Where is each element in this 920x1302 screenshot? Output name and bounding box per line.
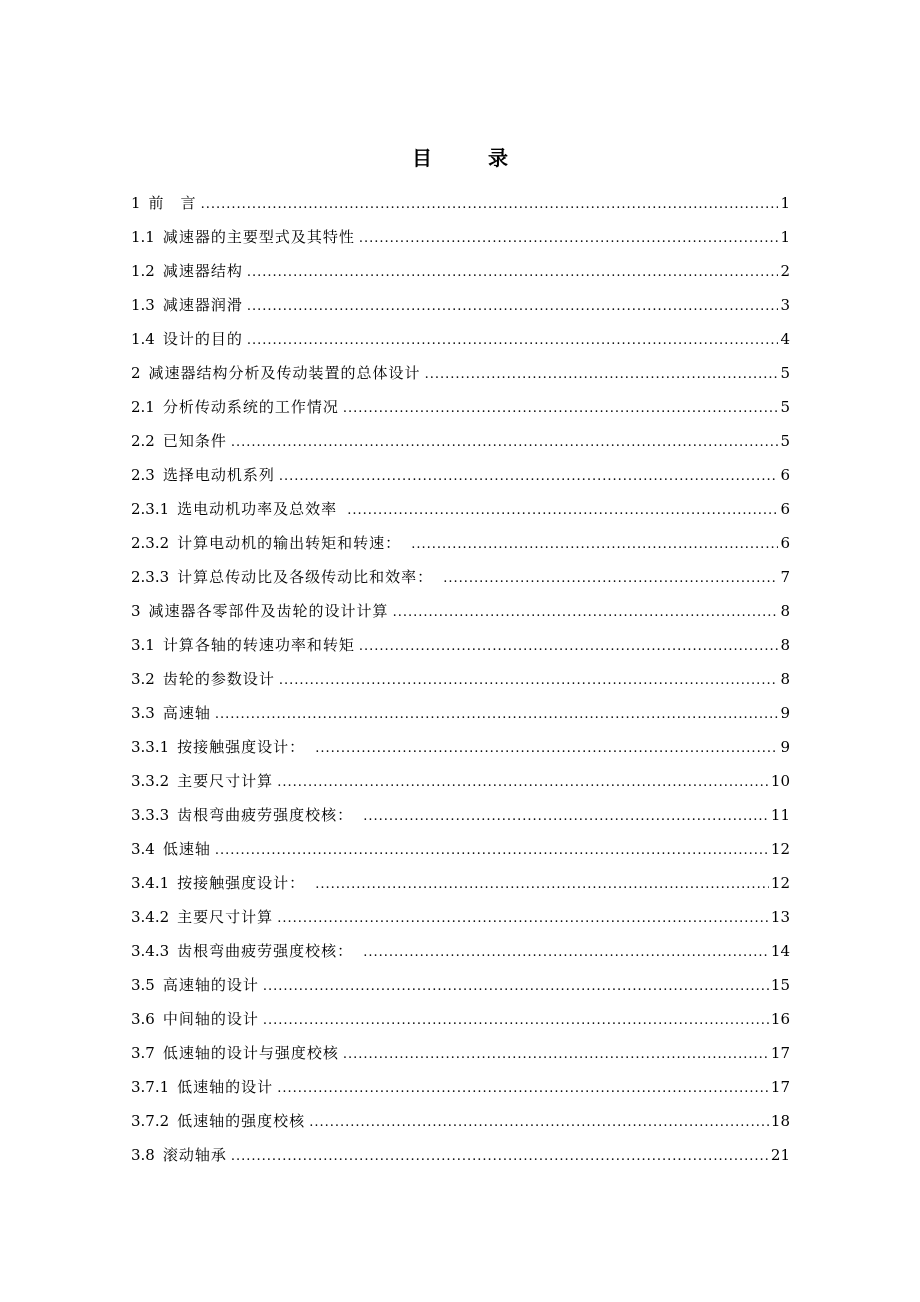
toc-leader-dots	[247, 290, 779, 324]
toc-entry-title: 已知条件	[162, 432, 227, 450]
toc-entry-number: 2.2	[131, 432, 155, 450]
toc-entry[interactable]	[131, 390, 790, 424]
toc-entry-page-number: 12	[770, 840, 790, 858]
toc-entry[interactable]	[131, 866, 790, 900]
toc-entry[interactable]	[131, 492, 790, 526]
toc-entry-page-number: 1	[780, 194, 790, 212]
toc-entry[interactable]	[131, 798, 790, 832]
toc-entry-title: 计算电动机的输出转矩和转速：	[177, 534, 402, 552]
toc-entry[interactable]	[131, 696, 790, 730]
toc-entry-page-number: 5	[780, 364, 790, 382]
toc-entry[interactable]	[131, 1138, 790, 1172]
toc-entry[interactable]	[131, 628, 790, 662]
toc-leader-dots	[363, 936, 769, 970]
toc-entry-title: 前 言	[148, 194, 197, 212]
toc-entry[interactable]	[131, 730, 790, 764]
toc-leader-dots	[277, 1072, 769, 1106]
toc-entry-number: 3.5	[131, 976, 155, 994]
toc-entry-title: 齿根弯曲疲劳强度校核：	[177, 942, 354, 960]
toc-entry-page-number: 11	[770, 806, 790, 824]
toc-entry-number: 3.7.2	[131, 1112, 170, 1130]
toc-leader-dots	[347, 494, 778, 528]
toc-entry[interactable]	[131, 1036, 790, 1070]
toc-entry-page-number: 13	[770, 908, 790, 926]
toc-entry[interactable]	[131, 934, 790, 968]
toc-entry-number: 3.3.3	[131, 806, 170, 824]
toc-entry-title: 按接触强度设计：	[177, 874, 306, 892]
toc-entry-title: 滚动轴承	[162, 1146, 227, 1164]
toc-entry-page-number: 3	[780, 296, 790, 314]
toc-entry[interactable]	[131, 1070, 790, 1104]
toc-entry-number: 3.3.2	[131, 772, 170, 790]
toc-title: 目 录	[412, 146, 526, 170]
toc-entry-title: 高速轴	[162, 704, 211, 722]
toc-leader-dots	[247, 256, 779, 290]
toc-entry-number: 3.6	[131, 1010, 155, 1028]
toc-leader-dots	[215, 834, 769, 868]
toc-entry-number: 3.7	[131, 1044, 155, 1062]
toc-entry[interactable]	[131, 356, 790, 390]
toc-entry-title: 按接触强度设计：	[177, 738, 306, 756]
toc-entry-number: 3.8	[131, 1146, 155, 1164]
toc-entry[interactable]	[131, 424, 790, 458]
toc-leader-dots	[411, 528, 778, 562]
toc-entry-title: 低速轴	[162, 840, 211, 858]
toc-leader-dots	[201, 188, 779, 222]
toc-entry-page-number: 12	[770, 874, 790, 892]
toc-entry-title: 齿根弯曲疲劳强度校核：	[177, 806, 354, 824]
toc-entry-title: 低速轴的设计	[177, 1078, 274, 1096]
toc-entry-number: 3.7.1	[131, 1078, 170, 1096]
toc-entry[interactable]	[131, 526, 790, 560]
toc-entry-number: 3	[131, 602, 141, 620]
toc-entry-title: 减速器结构分析及传动装置的总体设计	[148, 364, 421, 382]
toc-entry-title: 减速器结构	[162, 262, 243, 280]
toc-entry-number: 2.3.1	[131, 500, 170, 518]
toc-entry-page-number: 4	[780, 330, 790, 348]
toc-entry-title: 高速轴的设计	[162, 976, 259, 994]
toc-entry-page-number: 9	[780, 738, 790, 756]
toc-entry[interactable]	[131, 1104, 790, 1138]
toc-entry-page-number: 6	[780, 534, 790, 552]
toc-entry-number: 3.1	[131, 636, 155, 654]
toc-leader-dots	[359, 630, 779, 664]
toc-entry-title: 低速轴的强度校核	[177, 1112, 306, 1130]
toc-entry-number: 1.1	[131, 228, 155, 246]
toc-leader-dots	[443, 562, 778, 596]
toc-entry-page-number: 7	[780, 568, 790, 586]
toc-entry-number: 3.4.3	[131, 942, 170, 960]
toc-entry-page-number: 17	[770, 1078, 790, 1096]
toc-entry-number: 3.4	[131, 840, 155, 858]
toc-entry-number: 1	[131, 194, 141, 212]
toc-leader-dots	[309, 1106, 769, 1140]
toc-entry-number: 2.3.2	[131, 534, 170, 552]
toc-entry-title: 齿轮的参数设计	[162, 670, 275, 688]
toc-entry-number: 3.4.1	[131, 874, 170, 892]
toc-entry-page-number: 17	[770, 1044, 790, 1062]
toc-leader-dots	[315, 732, 778, 766]
toc-entry[interactable]	[131, 1002, 790, 1036]
toc-entry-title: 主要尺寸计算	[177, 908, 274, 926]
toc-entry-page-number: 1	[780, 228, 790, 246]
toc-entry[interactable]	[131, 900, 790, 934]
toc-entry-title: 减速器润滑	[162, 296, 243, 314]
toc-entry[interactable]	[131, 322, 790, 356]
toc-entry-title: 选择电动机系列	[162, 466, 275, 484]
toc-entry-page-number: 6	[780, 500, 790, 518]
toc-entry-title: 低速轴的设计与强度校核	[162, 1044, 339, 1062]
toc-entry-page-number: 21	[770, 1146, 790, 1164]
toc-entry[interactable]	[131, 764, 790, 798]
toc-entry-number: 1.4	[131, 330, 155, 348]
toc-leader-dots	[315, 868, 769, 902]
toc-leader-dots	[231, 426, 779, 460]
toc-entry-title: 减速器各零部件及齿轮的设计计算	[148, 602, 389, 620]
toc-leader-dots	[263, 1004, 769, 1038]
toc-entry-title: 设计的目的	[162, 330, 243, 348]
toc-entry-page-number: 8	[780, 602, 790, 620]
toc-entry-number: 1.3	[131, 296, 155, 314]
toc-entry-title: 计算各轴的转速功率和转矩	[162, 636, 355, 654]
toc-leader-dots	[231, 1140, 769, 1174]
toc-entry-title: 选电动机功率及总效率	[177, 500, 338, 518]
toc-leader-dots	[359, 222, 779, 256]
toc-entry[interactable]	[131, 968, 790, 1002]
toc-entry-page-number: 2	[780, 262, 790, 280]
toc-leader-dots	[425, 358, 779, 392]
toc-entry-title: 分析传动系统的工作情况	[162, 398, 339, 416]
toc-entry-number: 3.3.1	[131, 738, 170, 756]
toc-entry-page-number: 5	[780, 432, 790, 450]
toc-leader-dots	[279, 664, 779, 698]
toc-leader-dots	[277, 766, 769, 800]
toc-entry-page-number: 8	[780, 670, 790, 688]
toc-entry[interactable]	[131, 662, 790, 696]
toc-entry-number: 2.3	[131, 466, 155, 484]
toc-entry[interactable]	[131, 220, 790, 254]
toc-leader-dots	[215, 698, 779, 732]
toc-entry-title: 计算总传动比及各级传动比和效率：	[177, 568, 434, 586]
toc-entry[interactable]	[131, 560, 790, 594]
toc-entry[interactable]	[131, 594, 790, 628]
toc-entry-number: 1.2	[131, 262, 155, 280]
toc-entry[interactable]	[131, 288, 790, 322]
toc-entry-page-number: 5	[780, 398, 790, 416]
toc-entry-page-number: 14	[770, 942, 790, 960]
toc-entry-number: 2.3.3	[131, 568, 170, 586]
toc-entry-page-number: 9	[780, 704, 790, 722]
toc-entry[interactable]	[131, 186, 790, 220]
toc-entry-title: 中间轴的设计	[162, 1010, 259, 1028]
toc-leader-dots	[393, 596, 779, 630]
toc-entry[interactable]	[131, 458, 790, 492]
toc-leader-dots	[247, 324, 779, 358]
toc-entry-page-number: 18	[770, 1112, 790, 1130]
table-of-contents	[131, 186, 790, 1172]
toc-entry-page-number: 8	[780, 636, 790, 654]
toc-leader-dots	[277, 902, 769, 936]
toc-entry-number: 3.4.2	[131, 908, 170, 926]
toc-entry[interactable]	[131, 832, 790, 866]
toc-entry-page-number: 10	[770, 772, 790, 790]
toc-entry-number: 2	[131, 364, 141, 382]
toc-entry[interactable]	[131, 254, 790, 288]
toc-entry-page-number: 6	[780, 466, 790, 484]
toc-leader-dots	[363, 800, 769, 834]
toc-entry-number: 3.2	[131, 670, 155, 688]
toc-entry-number: 2.1	[131, 398, 155, 416]
toc-entry-number: 3.3	[131, 704, 155, 722]
toc-leader-dots	[343, 392, 779, 426]
toc-leader-dots	[279, 460, 779, 494]
toc-entry-page-number: 16	[770, 1010, 790, 1028]
toc-entry-title: 主要尺寸计算	[177, 772, 274, 790]
toc-leader-dots	[343, 1038, 769, 1072]
toc-entry-page-number: 15	[770, 976, 790, 994]
toc-leader-dots	[263, 970, 769, 1004]
toc-entry-title: 减速器的主要型式及其特性	[162, 228, 355, 246]
